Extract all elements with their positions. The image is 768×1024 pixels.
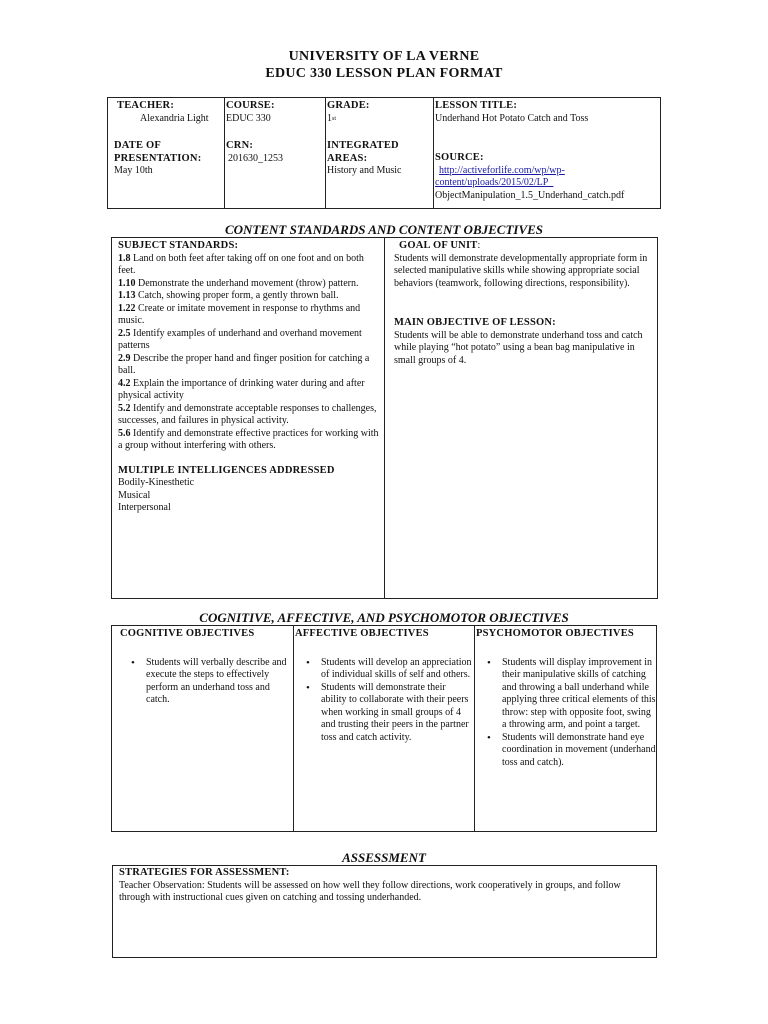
affective-label: AFFECTIVE OBJECTIVES	[295, 628, 429, 639]
lesson-plan-format-title: EDUC 330 LESSON PLAN FORMAT	[265, 66, 503, 81]
cognitive-cell	[120, 628, 290, 707]
grade-value: 1	[327, 112, 332, 124]
standard-text: Identify and demonstrate effective practices for working with a group without interfering with others.	[118, 427, 379, 451]
goal-text: Students will demonstrate developmentally appropriate form in selected manipulative skills while showing appropriate social behaviors (teamwork, following directions, responsibility).	[394, 252, 648, 289]
info-table	[107, 97, 661, 209]
standard-text: Create or imitate movement in response to rhythms and music.	[118, 302, 361, 326]
standard-item	[118, 328, 380, 353]
standard-number: 1.10	[118, 277, 136, 289]
standard-item	[118, 253, 380, 278]
standard-item	[118, 428, 380, 453]
lesson-title-value: Underhand Hot Potato Catch and Toss	[435, 112, 589, 124]
goal-colon: :	[477, 240, 481, 251]
grade-label: GRADE:	[327, 100, 370, 111]
main-objective-label: MAIN OBJECTIVE OF LESSON:	[394, 317, 556, 328]
assessment-strategies-label: STRATEGIES FOR ASSESSMENT:	[119, 867, 290, 878]
content-standards-table	[111, 237, 658, 599]
standard-item	[118, 403, 380, 428]
subject-standards-label: SUBJECT STANDARDS:	[118, 240, 239, 251]
standard-number: 4.2	[118, 377, 131, 389]
source-link-line2[interactable]: content/uploads/2015/02/LP_	[435, 177, 554, 188]
assessment-cell	[119, 867, 649, 905]
standard-text: Identify examples of underhand and overhand movement patterns	[118, 327, 362, 351]
standard-item	[118, 378, 380, 403]
objective-item: • Students will develop an appreciation of individual skills of self and others.	[321, 657, 473, 682]
standard-text: Explain the importance of drinking water during and after physical activity	[118, 377, 365, 401]
cap-objectives-title: COGNITIVE, AFFECTIVE, AND PSYCHOMOTOR OBJECTIVES	[199, 610, 569, 625]
source-label: SOURCE:	[435, 152, 484, 163]
standard-text: Demonstrate the underhand movement (throw) pattern.	[135, 277, 359, 289]
content-standards-title: CONTENT STANDARDS AND CONTENT OBJECTIVES	[224, 222, 544, 237]
university-title: UNIVERSITY OF LA VERNE	[288, 49, 480, 64]
affective-list	[295, 657, 473, 745]
standard-item	[118, 278, 380, 291]
objective-item: • Students will verbally describe and execute the steps to effectively perform an underhand toss and catch.	[146, 657, 290, 707]
cognitive-list	[120, 657, 290, 707]
assessment-table	[112, 865, 657, 958]
psychomotor-list	[476, 657, 656, 770]
assessment-text: Teacher Observation: Students will be assessed on how well they follow directions, work cooperatively in groups, and follow through with instructional cues given on catching and tossing underhanded.	[119, 879, 621, 903]
integrated-value: History and Music	[327, 165, 402, 176]
source-file: ObjectManipulation_1.5_Underhand_catch.pdf	[435, 189, 625, 201]
standard-text: Catch, showing proper form, a gently thrown ball.	[135, 290, 339, 301]
cognitive-label: COGNITIVE OBJECTIVES	[120, 628, 255, 639]
objective-item: • Students will demonstrate hand eye coordination in movement (underhand toss and catch).	[502, 732, 656, 770]
objective-item: • Students will demonstrate their ability to collaborate with their peers when working in small groups of 4 and trusting their peers in the partner toss and catch activity.	[321, 682, 473, 745]
standard-text: Describe the proper hand and finger position for catching a ball.	[118, 352, 370, 376]
standard-item	[118, 290, 380, 303]
standard-item	[118, 353, 380, 378]
source-link-line1[interactable]: http://activeforlife.com/wp/wp-	[439, 164, 565, 176]
grade-cell	[327, 100, 431, 178]
affective-cell	[295, 628, 473, 744]
standard-number: 5.6	[118, 427, 131, 439]
standard-text: Land on both feet after taking off on one foot and on both feet.	[118, 252, 364, 276]
grade-suffix: st	[332, 115, 337, 122]
psychomotor-cell	[476, 628, 656, 769]
crn-label: CRN:	[226, 140, 254, 151]
multiple-intelligences-label: MULTIPLE INTELLIGENCES ADDRESSED	[118, 464, 335, 476]
standards-list	[118, 253, 380, 453]
standard-text: Identify and demonstrate acceptable responses to challenges, successes, and failures in physical activity.	[118, 402, 377, 426]
intelligence-item: Bodily-Kinesthetic	[118, 477, 195, 488]
crn-value: 201630_1253	[228, 152, 283, 164]
intelligences-list	[118, 477, 380, 515]
grade-value-row	[327, 113, 431, 126]
date-value: May 10th	[114, 165, 153, 176]
goal-label: GOAL OF UNIT	[399, 240, 478, 251]
date-label-line1: DATE OF	[114, 140, 161, 151]
integrated-label-line1: INTEGRATED	[327, 140, 399, 151]
standard-number: 1.22	[118, 302, 136, 314]
lesson-title-label: LESSON TITLE:	[435, 100, 518, 111]
lesson-title-cell	[435, 100, 659, 202]
standard-number: 5.2	[118, 402, 131, 414]
standard-number: 2.9	[118, 352, 131, 364]
standard-number: 2.5	[118, 327, 131, 339]
assessment-title: ASSESSMENT	[342, 850, 426, 865]
course-cell	[226, 100, 324, 165]
course-label: COURSE:	[226, 100, 275, 111]
intelligence-item: Interpersonal	[118, 502, 171, 513]
standard-number: 1.13	[118, 290, 136, 301]
goal-cell	[394, 240, 652, 367]
objective-item: • Students will display improvement in their manipulative skills of catching and throwing a ball underhand while applying three critical elements of this throw: step with opposite foot, swing a throwing arm, and point a target.	[502, 657, 656, 732]
main-objective-text: Students will be able to demonstrate underhand toss and catch while playing “hot potato” using a bean bag manipulative in small groups of 4.	[394, 329, 643, 366]
intelligence-item: Musical	[118, 489, 151, 501]
integrated-label-line2: AREAS:	[327, 152, 368, 164]
date-label-line2: PRESENTATION:	[114, 152, 202, 164]
teacher-cell	[114, 100, 222, 178]
standard-item	[118, 303, 380, 328]
psychomotor-label: PSYCHOMOTOR OBJECTIVES	[476, 628, 634, 639]
teacher-value: Alexandria Light	[140, 112, 209, 124]
teacher-label: TEACHER:	[117, 100, 175, 111]
cap-objectives-table	[111, 625, 657, 832]
standard-number: 1.8	[118, 252, 131, 264]
subject-standards-cell	[118, 240, 380, 515]
course-value: EDUC 330	[226, 112, 271, 124]
